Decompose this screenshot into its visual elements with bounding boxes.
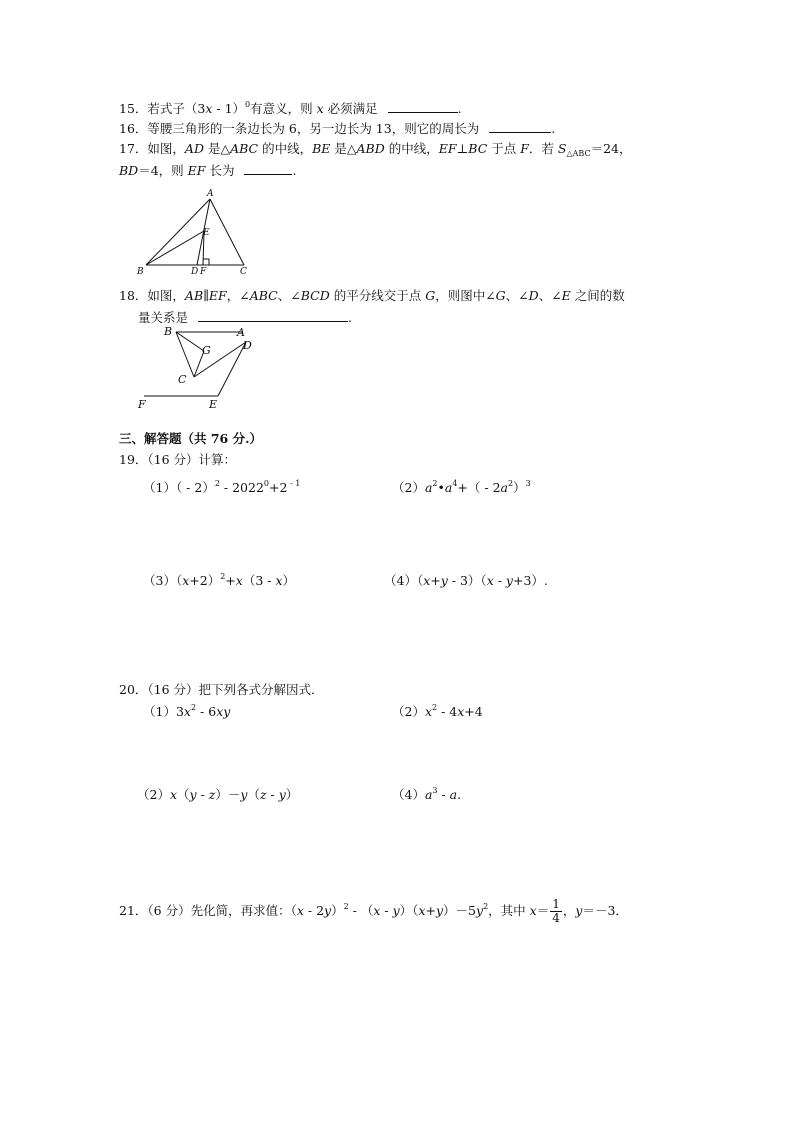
label-f: F: [200, 267, 207, 277]
question-18-line-1: 18．如图，AB∥EF，∠ABC、∠BCD 的平分线交于点 G，则图中∠G、∠D、∠E 之间的数: [119, 288, 625, 303]
label-a: A: [237, 326, 245, 339]
question-18-line-2: 量关系是 .: [138, 310, 352, 325]
segment-ac: [210, 199, 244, 265]
question-21: 21．（6 分）先化简，再求值：$(x - 2y)^2 - (x - y)(x+y)-5y^2$，其中 x＝ $\frac{1}{4}$ ，y＝－3．: [119, 897, 628, 925]
label-g: G: [202, 344, 211, 357]
label-b: B: [137, 267, 144, 277]
question-16: 16．等腰三角形的一条边长为 6，另一边长为 13，则它的周长为 .: [119, 121, 556, 136]
figure-18-parallel-lines: [136, 322, 266, 412]
question-17-line-2: BD＝4，则 EF 长为 .: [119, 163, 297, 178]
segment-bc: [176, 332, 194, 377]
label-d: D: [243, 339, 252, 352]
segment-ab: [146, 199, 210, 265]
segment-de: [218, 342, 246, 396]
segment-be: [146, 231, 204, 265]
fraction-one-quarter: $\frac{1}{4}$: [552, 897, 560, 925]
label-e: E: [203, 228, 210, 238]
answer-blank: [198, 309, 348, 322]
question-19-title: 19．（16 分）计算：: [119, 452, 237, 467]
label-f: F: [138, 398, 146, 411]
question-20-part-3: （2）x（y - z）－y（z - y）: [137, 787, 299, 802]
label-c: C: [240, 267, 247, 277]
answer-blank: [489, 120, 551, 133]
question-20-title: 20．（16 分）把下列各式分解因式．: [119, 682, 324, 697]
answer-blank: [244, 162, 292, 175]
label-d: D: [191, 267, 199, 277]
question-20-part-1: $(1)3x^2 - 6xy$: [143, 703, 231, 719]
question-20-part-4: $(4)a^3$ - a.: [392, 786, 462, 802]
label-b: B: [164, 325, 173, 338]
label-a: A: [207, 189, 214, 199]
label-e: E: [209, 398, 218, 411]
question-17-line-1: 17．如图，AD 是△ABC 的中线，BE 是△ABD 的中线，EF⊥BC 于点 F．若 $S_{\triangle ABC}=24$，: [119, 141, 632, 158]
figure-17-triangle: [136, 186, 256, 278]
section-heading: 三、解答题（共 76 分.）: [119, 431, 262, 446]
answer-blank: [388, 100, 458, 113]
right-angle-mark: [203, 259, 209, 265]
question-15: 15．若式子（3x - 1）$^0$有意义，则 x 必须满足 .: [119, 100, 462, 116]
question-19-part-4: （4）（x+y - 3）（x - y+3）.: [384, 573, 548, 588]
question-19-part-2: $(2)a^2•a^4+( - 2a^2)^3$: [392, 479, 531, 495]
question-20-part-2: $(2)x^2 - 4x+4$: [392, 703, 483, 719]
label-c: C: [178, 373, 187, 386]
question-19-part-1: $(1)( - 2)^2 - 2022^0+2$ $^{- 1}$: [143, 479, 301, 495]
question-19-part-3: $(3)(x+2)^2+x(3 - x)$: [143, 572, 296, 588]
